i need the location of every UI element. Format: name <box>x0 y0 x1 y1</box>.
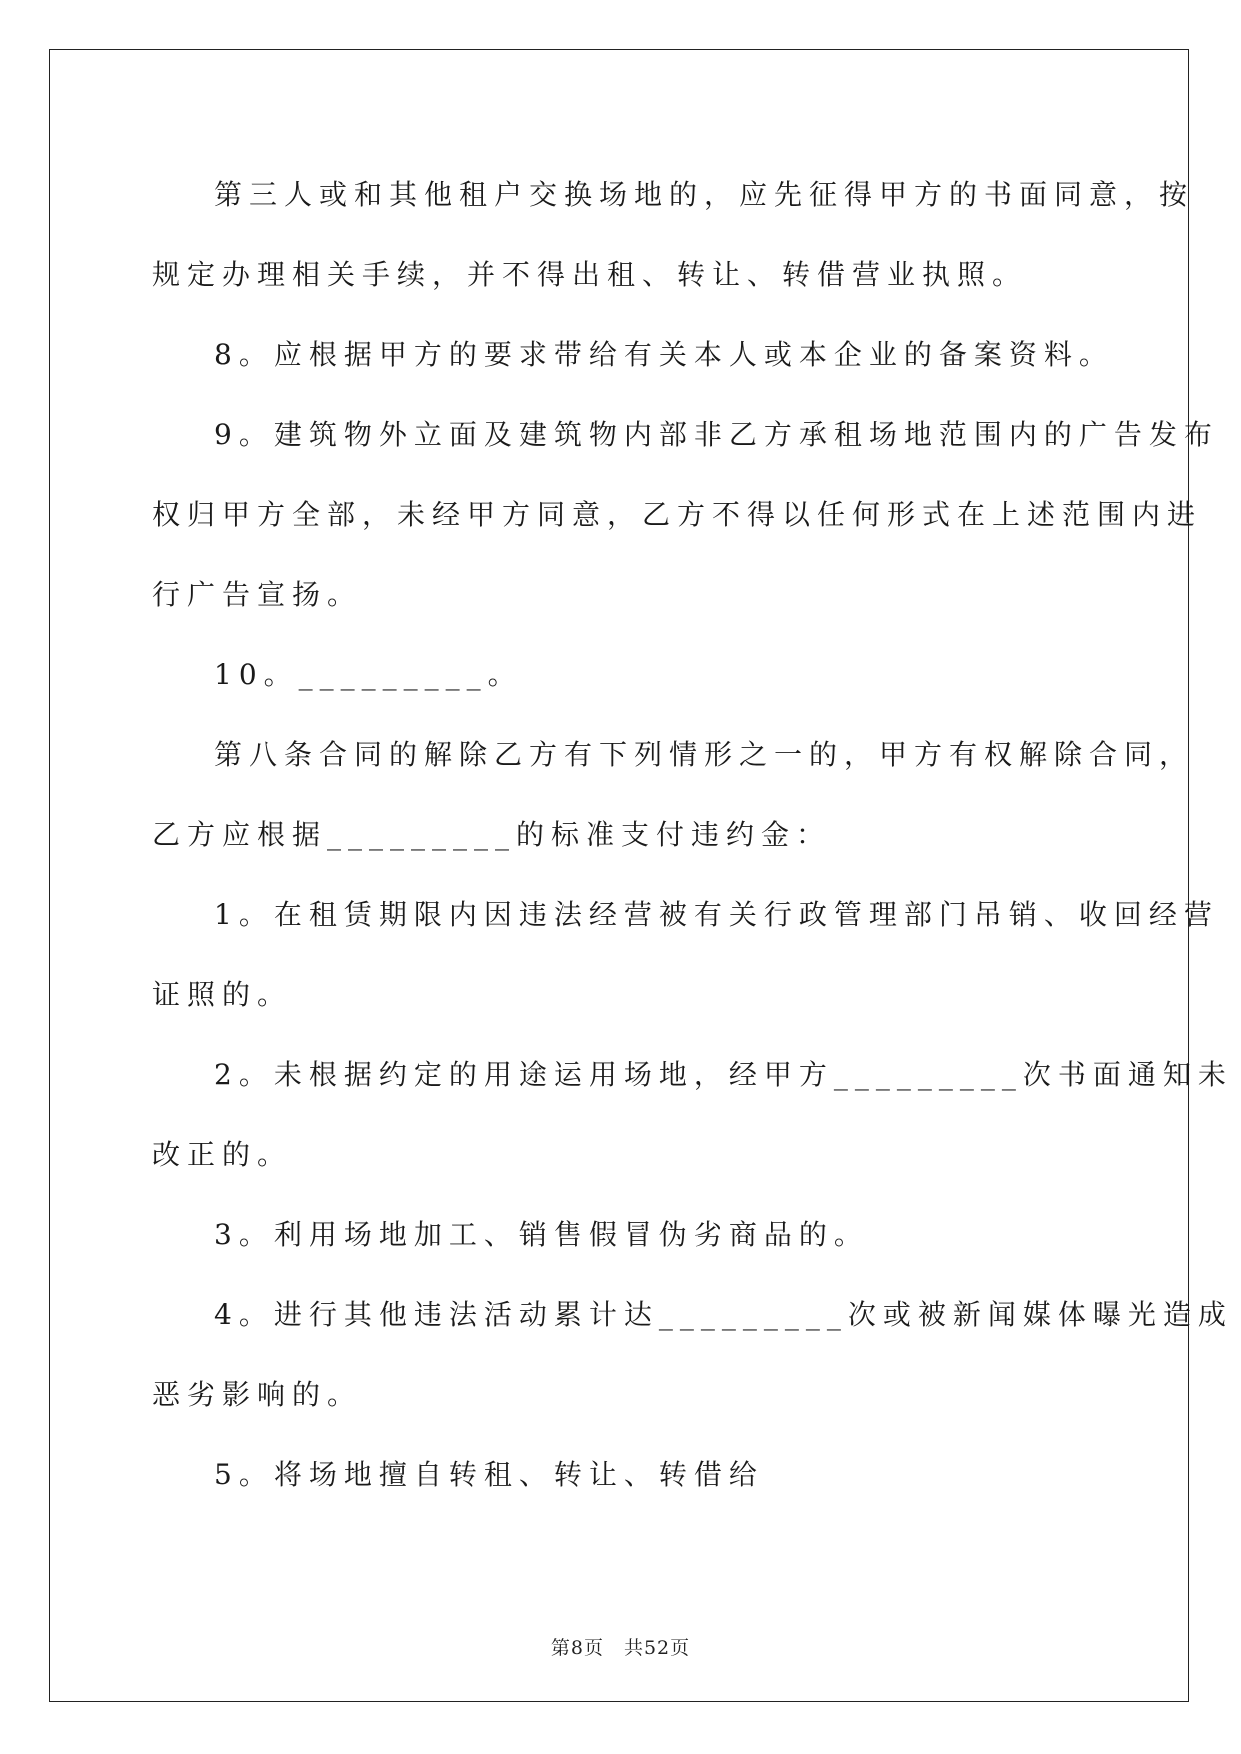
text-line: 1。在租赁期限内因违法经营被有关行政管理部门吊销、收回经营 <box>214 898 1219 931</box>
text-line: 第三人或和其他租户交换场地的，应先征得甲方的书面同意，按 <box>214 178 1195 211</box>
page-number-footer: 第8页 共52页 <box>550 1637 691 1659</box>
text-line: 5。将场地擅自转租、转让、转借给 <box>214 1458 764 1491</box>
text-line: 证照的。 <box>152 978 293 1011</box>
text-line: 权归甲方全部，未经甲方同意，乙方不得以任何形式在上述范围内进 <box>152 498 1203 531</box>
text-line: 8。应根据甲方的要求带给有关本人或本企业的备案资料。 <box>214 338 1114 371</box>
text-line: 2。未根据约定的用途运用场地，经甲方_________次书面通知未 <box>214 1058 1233 1091</box>
text-line: 第八条合同的解除乙方有下列情形之一的，甲方有权解除合同， <box>214 738 1195 771</box>
text-line: 4。进行其他违法活动累计达_________次或被新闻媒体曝光造成 <box>214 1298 1233 1331</box>
text-line: 恶劣影响的。 <box>152 1378 363 1411</box>
text-line: 改正的。 <box>152 1138 293 1171</box>
text-line: 10。_________。 <box>214 658 523 691</box>
text-line: 9。建筑物外立面及建筑物内部非乙方承租场地范围内的广告发布 <box>214 418 1219 451</box>
text-line: 规定办理相关手续，并不得出租、转让、转借营业执照。 <box>152 258 1028 291</box>
text-line: 行广告宣扬。 <box>152 578 363 611</box>
text-line: 3。利用场地加工、销售假冒伪劣商品的。 <box>214 1218 869 1251</box>
text-line: 乙方应根据_________的标准支付违约金： <box>152 818 832 851</box>
